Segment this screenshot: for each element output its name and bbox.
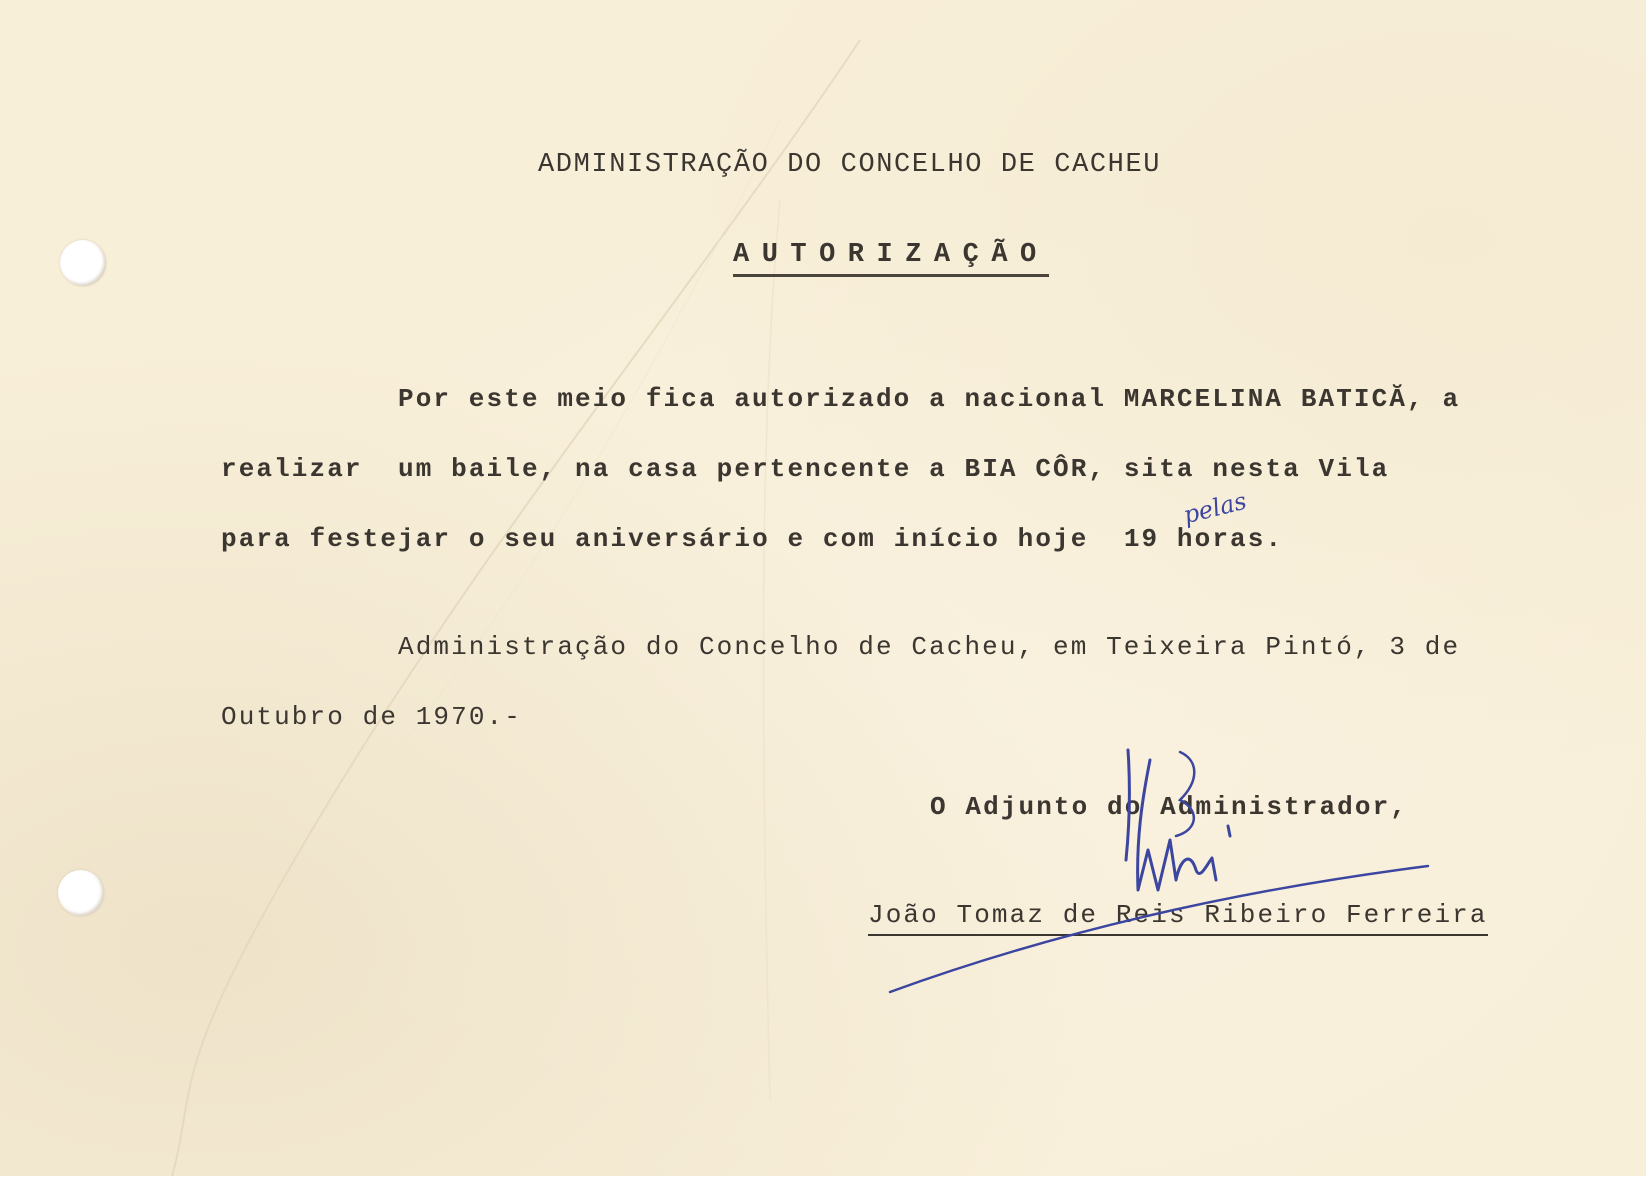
document-title: AUTORIZAÇÃO (733, 240, 1049, 277)
body-line-1: Por este meio fica autorizado a nacional MARCELINA BATICĂ, a (398, 384, 1461, 414)
signatory-name: João Tomaz de Reis Ribeiro Ferreira (868, 900, 1488, 936)
handwritten-insertion: pelas (1180, 486, 1250, 530)
scan-edge (0, 1176, 1646, 1184)
header-heading: ADMINISTRAÇÃO DO CONCELHO DE CACHEU (538, 150, 1162, 180)
body-line-2: realizar um baile, na casa pertencente a BIA CÔR, sita nesta Vila (221, 454, 1390, 484)
punch-hole-top (60, 240, 106, 286)
body-line-5: Outubro de 1970.- (221, 702, 522, 732)
body-line-3: para festejar o seu aniversário e com início hoje 19 horas. (221, 524, 1284, 554)
signatory-role: O Adjunto do Administrador, (930, 792, 1408, 822)
body-line-4: Administração do Concelho de Cacheu, em Teixeira Pintó, 3 de (398, 632, 1461, 662)
handwritten-signature (880, 740, 1440, 1000)
punch-hole-bottom (58, 870, 104, 916)
